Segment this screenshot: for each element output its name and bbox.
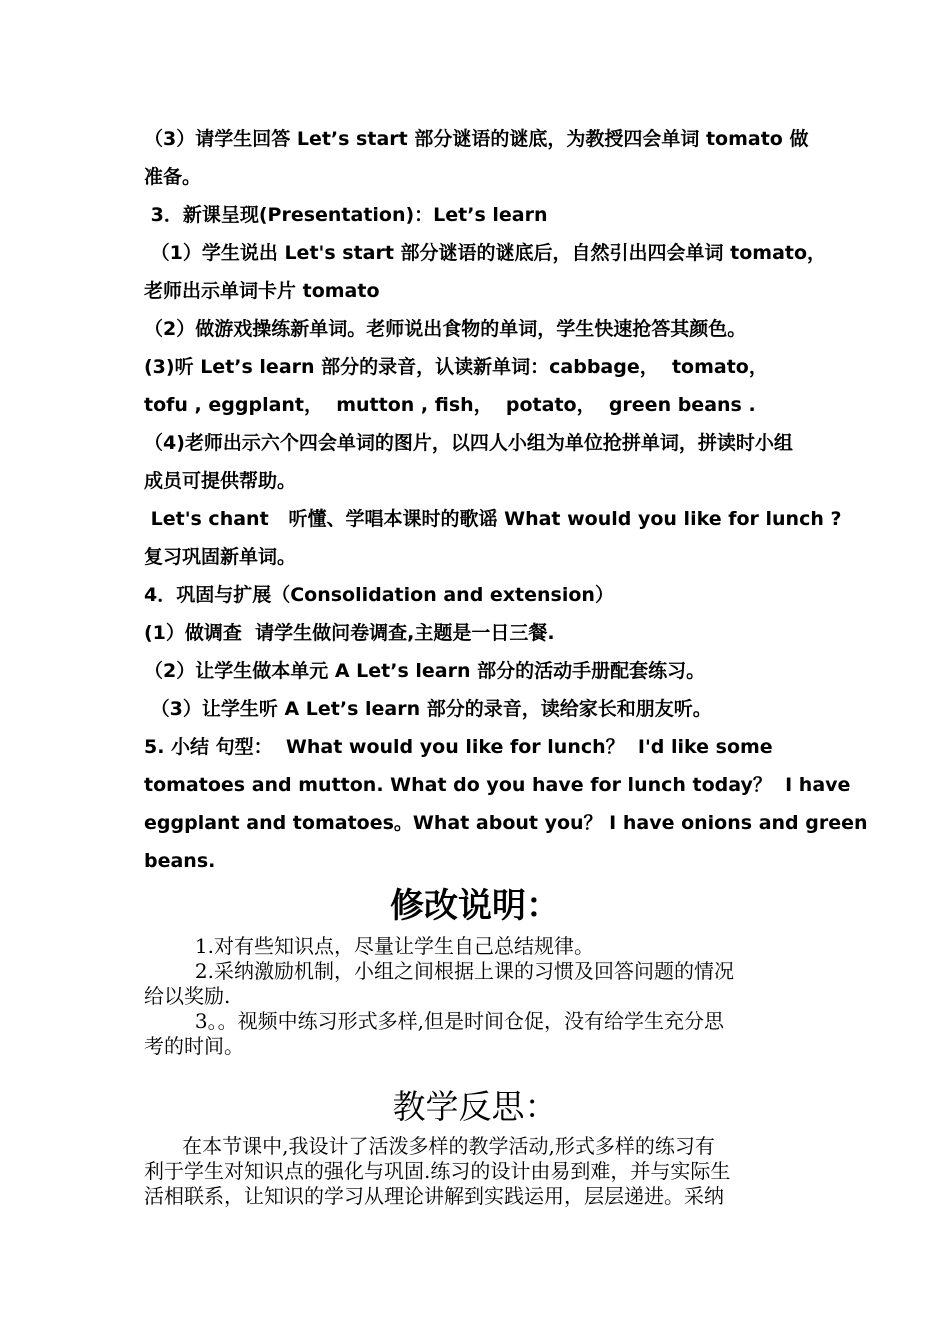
consolidation-2-line: （2）让学生做本单元 A Let’s learn 部分的活动手册配套练习。 (144, 660, 706, 682)
presentation-3-line: (3)听 Let’s learn 部分的录音，认读新单词：cabbage， tomato， (144, 356, 768, 378)
reflection-line-2: 利于学生对知识点的强化与巩固.练习的设计由易到难，并与实际生 (144, 1159, 731, 1183)
step-3-3-line-cont: 准备。 (144, 166, 202, 188)
revision-note-1: 1.对有些知识点，尽量让学生自己总结规律。 (144, 934, 594, 958)
presentation-heading: 3．新课呈现(Presentation)：Let’s learn (144, 204, 548, 226)
presentation-4-line-cont: 成员可提供帮助。 (144, 470, 297, 492)
consolidation-1-line: (1）做调查 请学生做问卷调查,主题是一日三餐. (144, 622, 555, 644)
summary-line-cont-2: eggplant and tomatoes。What about you？ I have onions and green (144, 812, 868, 834)
summary-line-cont-3: beans. (144, 850, 216, 872)
consolidation-3-line: （3）让学生听 A Let’s learn 部分的录音，读给家长和朋友听。 (144, 698, 712, 720)
revision-notes-heading: 修改说明： (390, 886, 560, 926)
presentation-1-line-cont: 老师出示单词卡片 tomato (144, 280, 380, 302)
presentation-3-line-cont: tofu , eggplant， mutton , fish， potato， green beans . (144, 394, 756, 416)
presentation-2-line: （2）做游戏操练新单词。老师说出食物的单词，学生快速抢答其颜色。 (144, 318, 747, 340)
chant-line-cont: 复习巩固新单词。 (144, 546, 297, 568)
reflection-line-1: 在本节课中,我设计了活泼多样的教学活动,形式多样的练习有 (144, 1134, 715, 1158)
reflection-heading: 教学反思： (392, 1087, 558, 1126)
consolidation-heading: 4．巩固与扩展（Consolidation and extension） (144, 584, 614, 606)
summary-line: 5. 小结 句型： What would you like for lunch？ I'd like some (144, 736, 773, 758)
step-3-3-line: （3）请学生回答 Let’s start 部分谜语的谜底，为教授四会单词 tomato 做 (144, 128, 809, 150)
chant-line: Let's chant 听懂、学唱本课时的歌谣 What would you like for lunch ? (144, 508, 842, 530)
summary-line-cont-1: tomatoes and mutton. What do you have for lunch today？ I have (144, 774, 851, 796)
revision-note-2: 2.采纳激励机制，小组之间根据上课的习惯及回答问题的情况 (144, 959, 734, 983)
revision-note-3: 3。。视频中练习形式多样,但是时间仓促，没有给学生充分思 (144, 1009, 724, 1033)
reflection-line-3: 活相联系，让知识的学习从理论讲解到实践运用，层层递进。采纳 (144, 1184, 724, 1208)
revision-note-3-cont: 考的时间。 (144, 1034, 244, 1058)
revision-note-2-cont: 给以奖励. (144, 984, 231, 1008)
presentation-4-line: （4)老师出示六个四会单词的图片，以四人小组为单位抢拼单词，拼读时小组 (144, 432, 793, 454)
presentation-1-line: （1）学生说出 Let's start 部分谜语的谜底后，自然引出四会单词 tomato， (144, 242, 827, 264)
